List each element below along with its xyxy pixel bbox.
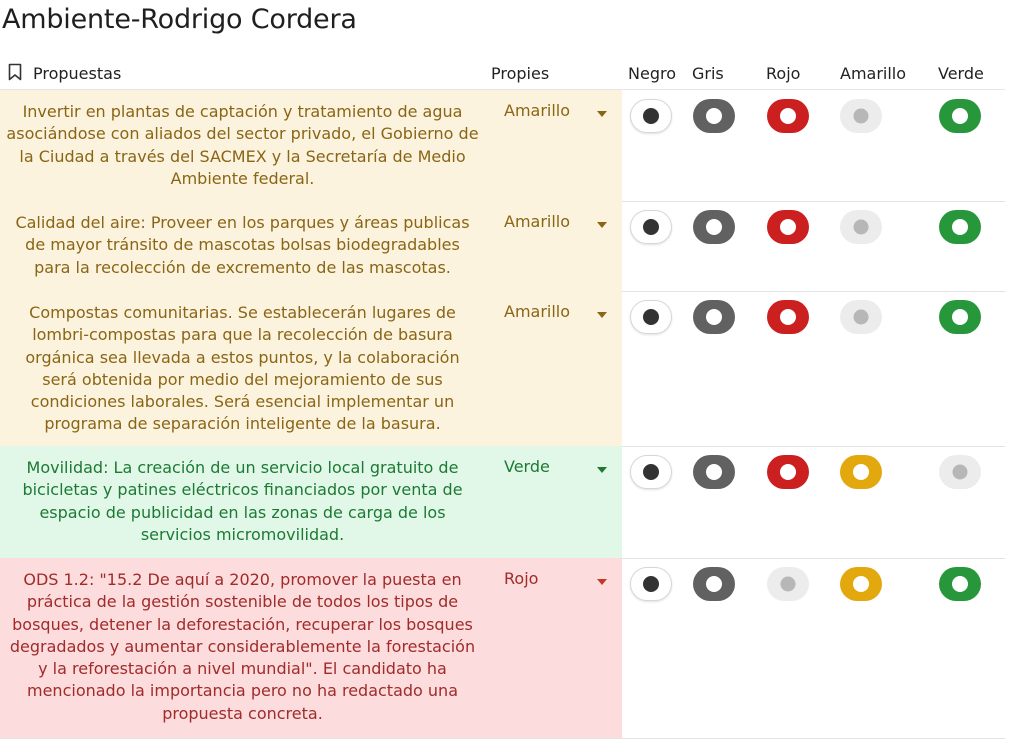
toggle-knob (952, 576, 968, 592)
propies-value: Rojo (504, 569, 539, 588)
gris-toggle[interactable] (693, 567, 735, 601)
propies-value: Amarillo (504, 101, 571, 120)
toggle-knob (854, 310, 869, 325)
proposal-text[interactable]: Calidad del aire: Proveer en los parques y áreas publicas de mayor tránsito de mascotas bolsas biodegradables para la recolección de excremento de las mascotas. (0, 201, 485, 291)
rojo-toggle[interactable] (767, 567, 809, 601)
propies-select[interactable] (485, 291, 622, 446)
propies-select[interactable] (485, 90, 622, 201)
propies-value: Amarillo (504, 302, 571, 321)
negro-toggle[interactable] (630, 455, 672, 489)
toggle-knob (853, 464, 869, 480)
negro-toggle[interactable] (630, 300, 672, 334)
table-row (0, 558, 1005, 739)
gris-toggle[interactable] (693, 99, 735, 133)
toggle-knob (780, 464, 796, 480)
table-row (0, 291, 1005, 447)
toggle-knob (952, 108, 968, 124)
chevron-down-icon[interactable] (597, 467, 607, 473)
chevron-down-icon[interactable] (597, 312, 607, 318)
bookmark-icon (8, 63, 22, 81)
chevron-down-icon[interactable] (597, 111, 607, 117)
gris-toggle[interactable] (693, 210, 735, 244)
negro-toggle[interactable] (630, 567, 672, 601)
toggle-knob (781, 577, 796, 592)
verde-toggle[interactable] (939, 567, 981, 601)
gris-toggle[interactable] (693, 455, 735, 489)
verde-toggle[interactable] (939, 300, 981, 334)
toggle-knob (853, 576, 869, 592)
toggle-knob (643, 464, 659, 480)
verde-toggle[interactable] (939, 455, 981, 489)
header-verde[interactable]: Verde (938, 64, 984, 83)
chevron-down-icon[interactable] (597, 222, 607, 228)
verde-toggle[interactable] (939, 99, 981, 133)
propies-select[interactable] (485, 558, 622, 738)
proposal-text[interactable]: Movilidad: La creación de un servicio local gratuito de bicicletas y patines eléctricos financiados por venta de espacio de publicidad en las zonas de carga de los servicios micromovilidad. (0, 446, 485, 558)
toggle-knob (780, 219, 796, 235)
toggle-knob (854, 220, 869, 235)
table-row (0, 90, 1005, 202)
toggle-knob (952, 219, 968, 235)
negro-toggle[interactable] (630, 210, 672, 244)
verde-toggle[interactable] (939, 210, 981, 244)
toggle-knob (780, 108, 796, 124)
header-propies[interactable]: Propies (491, 64, 550, 83)
page-title: Ambiente-Rodrigo Cordera (2, 4, 357, 35)
amarillo-toggle[interactable] (840, 99, 882, 133)
toggle-knob (854, 109, 869, 124)
rojo-toggle[interactable] (767, 300, 809, 334)
header-propuestas[interactable]: Propuestas (33, 64, 122, 83)
toggle-knob (953, 465, 968, 480)
header-negro[interactable]: Negro (628, 64, 676, 83)
propies-select[interactable] (485, 446, 622, 558)
amarillo-toggle[interactable] (840, 455, 882, 489)
table-row (0, 446, 1005, 559)
proposal-text[interactable]: Invertir en plantas de captación y tratamiento de agua asociándose con aliados del sector privado, el Gobierno de la Ciudad a través del SACMEX y la Secretaría de Medio Ambiente federal. (0, 90, 485, 201)
amarillo-toggle[interactable] (840, 300, 882, 334)
toggle-knob (952, 309, 968, 325)
header-amarillo[interactable]: Amarillo (840, 64, 907, 83)
propies-value: Amarillo (504, 212, 571, 231)
proposal-text[interactable]: Compostas comunitarias. Se establecerán lugares de lombri-compostas para que la recolección de basura orgánica sea llevada a estos puntos, y la colaboración será obtenida por medio del mejoramiento de sus condiciones laborales. Será esencial implementar un programa de separación inteligente de la basura. (0, 291, 485, 446)
negro-toggle[interactable] (630, 99, 672, 133)
toggle-knob (706, 309, 722, 325)
toggle-knob (706, 108, 722, 124)
table-row (0, 201, 1005, 292)
amarillo-toggle[interactable] (840, 210, 882, 244)
toggle-knob (706, 576, 722, 592)
header-gris[interactable]: Gris (692, 64, 724, 83)
gris-toggle[interactable] (693, 300, 735, 334)
toggle-knob (643, 108, 659, 124)
proposal-text[interactable]: ODS 1.2: "15.2 De aquí a 2020, promover la puesta en práctica de la gestión sostenible de todos los tipos de bosques, detener la deforestación, recuperar los bosques degradados y aumentar considerablemente la forestación y la reforestación a nivel mundial". El candidato ha mencionado la importancia pero no ha redactado una propuesta concreta. (0, 558, 485, 738)
rojo-toggle[interactable] (767, 210, 809, 244)
propies-value: Verde (504, 457, 550, 476)
rojo-toggle[interactable] (767, 99, 809, 133)
chevron-down-icon[interactable] (597, 579, 607, 585)
toggle-knob (643, 219, 659, 235)
propies-select[interactable] (485, 201, 622, 291)
toggle-knob (706, 464, 722, 480)
toggle-knob (780, 309, 796, 325)
amarillo-toggle[interactable] (840, 567, 882, 601)
rojo-toggle[interactable] (767, 455, 809, 489)
header-rojo[interactable]: Rojo (766, 64, 801, 83)
toggle-knob (643, 309, 659, 325)
toggle-knob (643, 576, 659, 592)
toggle-knob (706, 219, 722, 235)
